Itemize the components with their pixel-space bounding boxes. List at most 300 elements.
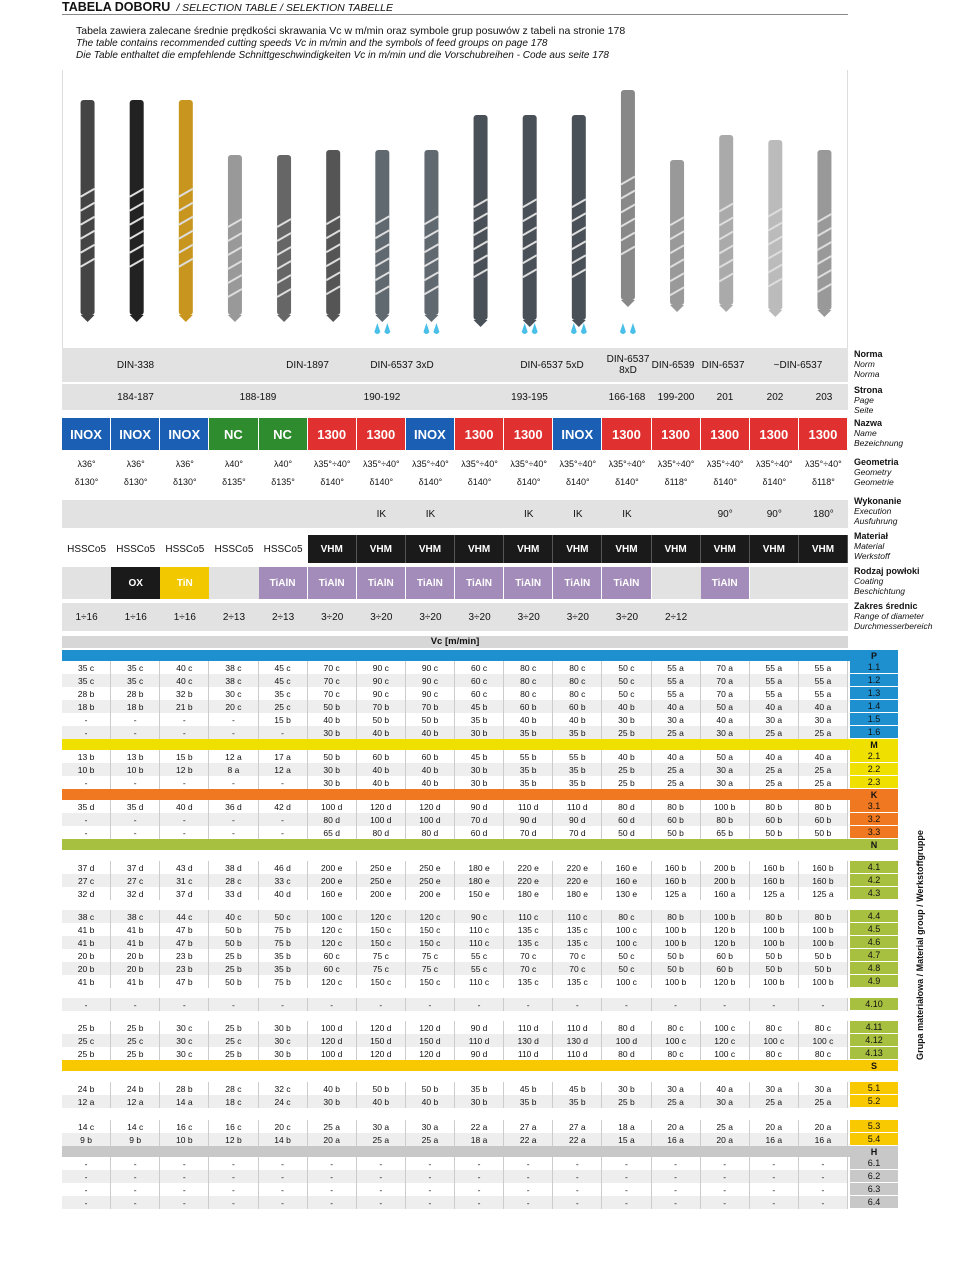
speed-cell: 100 b (799, 936, 848, 949)
page-subtitle: / SELECTION TABLE / SELEKTION TABELLE (176, 2, 394, 14)
glam-cell: λ35°÷40° (412, 459, 449, 469)
gdel-cell: δ130° (173, 477, 197, 487)
geometry-lambda-row (62, 456, 848, 472)
legend-geometria-pl: Geometria (854, 457, 899, 467)
speed-cell: 20 c (209, 700, 258, 713)
page-ref: 193-195 (511, 391, 548, 403)
speed-cell: 24 b (111, 1082, 160, 1095)
legend-norma (850, 349, 960, 379)
speed-cell: 160 e (602, 874, 651, 887)
drill-tip (719, 305, 733, 312)
speed-cell: 35 b (553, 763, 602, 776)
diam-cell (701, 603, 750, 631)
speed-cell: 180 e (553, 887, 602, 900)
speed-cell: 35 b (455, 1082, 504, 1095)
speed-cell: 100 c (602, 936, 651, 949)
speed-cell: 160 e (308, 887, 357, 900)
diam-cell: 3÷20 (419, 611, 442, 623)
group-id: 4.6 (850, 936, 898, 949)
table-row (62, 936, 848, 949)
speed-cell: 100 c (750, 1034, 799, 1047)
table-row (62, 887, 848, 900)
norm-din6539: DIN-6539 (651, 359, 695, 371)
speed-cell: 30 c (160, 1021, 209, 1034)
speed-cell: 33 d (209, 887, 258, 900)
table-row (62, 661, 848, 674)
exec-cell: 90° (717, 508, 733, 520)
exec-cell: IK (573, 508, 583, 520)
exec-cell (455, 500, 504, 528)
speed-cell: - (701, 1157, 750, 1170)
speed-cell: - (259, 1196, 308, 1209)
speed-cell: 90 c (455, 910, 504, 923)
speed-cell: - (652, 1170, 701, 1183)
speed-cell: 100 b (701, 910, 750, 923)
speed-cell: 150 c (406, 936, 455, 949)
speed-cell: 70 d (553, 826, 602, 839)
speed-cell: - (406, 1196, 455, 1209)
speed-cell: 50 b (652, 949, 701, 962)
speed-cell: 22 a (504, 1133, 553, 1146)
group-id: 1.2 (850, 674, 898, 687)
coolant-drop-icon (571, 323, 577, 334)
speed-cell: 27 a (553, 1120, 602, 1133)
speed-cell: 18 a (455, 1133, 504, 1146)
speed-cell: 44 c (160, 910, 209, 923)
speed-cell: 200 e (308, 861, 357, 874)
speed-cell: 55 a (652, 687, 701, 700)
legend-wykonanie-en: Execution (854, 506, 892, 516)
speed-cell: - (259, 826, 308, 839)
exec-cell (160, 500, 209, 528)
coolant-drop-icon (522, 323, 528, 334)
speed-cell: 120 b (701, 975, 750, 988)
legend-material-en: Material (854, 541, 885, 551)
speed-cell: - (357, 1170, 406, 1183)
speed-cell: - (701, 1183, 750, 1196)
speed-cell: 80 c (750, 1047, 799, 1060)
speed-cell: 200 e (308, 874, 357, 887)
mat-cell: VHM (701, 535, 750, 563)
diam-cell: 2÷13 (271, 611, 295, 623)
speed-cell: 35 d (111, 800, 160, 813)
speed-cell: 100 c (799, 1034, 848, 1047)
speed-cell: - (62, 1183, 111, 1196)
gdel-cell: δ140° (320, 477, 344, 487)
speed-cell: 38 c (209, 661, 258, 674)
speed-cell: 18 b (62, 700, 111, 713)
speed-cell: 90 d (455, 1021, 504, 1034)
table-row (62, 1170, 848, 1183)
exec-cell (652, 500, 701, 528)
vc-header: Vc [m/min] (62, 636, 848, 648)
speed-cell: 35 b (259, 949, 308, 962)
speed-cell: 120 c (308, 923, 357, 936)
table-row (62, 687, 848, 700)
coating-row (62, 567, 848, 599)
speed-cell: 160 a (701, 887, 750, 900)
table-row (62, 1133, 848, 1146)
diam-cell: 3÷20 (370, 611, 393, 623)
speed-cell: 80 c (504, 687, 553, 700)
name-band (62, 418, 848, 450)
speed-cell: 30 a (799, 1082, 848, 1095)
speed-cell: 80 d (602, 800, 651, 813)
exec-cell (209, 500, 258, 528)
speed-cell: 40 a (652, 750, 701, 763)
names-cell: 1300 (504, 418, 553, 450)
speed-cell: 14 c (111, 1120, 160, 1133)
speed-cell: 38 c (209, 674, 258, 687)
speed-cell: 35 b (553, 726, 602, 739)
group-id: 4.4 (850, 910, 898, 923)
speed-cell: 24 b (62, 1082, 111, 1095)
speed-cell: 120 b (701, 936, 750, 949)
coat-cell: TiAlN (357, 567, 406, 599)
diam-cell: 1÷16 (75, 611, 98, 623)
coolant-drop-icon (384, 323, 390, 334)
geometry-delta-row (62, 474, 848, 490)
speed-cell: - (259, 726, 308, 739)
group-id: 2.3 (850, 776, 898, 789)
speed-cell: 10 b (111, 763, 160, 776)
speed-cell: - (652, 1196, 701, 1209)
speed-cell: 70 c (308, 661, 357, 674)
norm-din6537-c: ~DIN-6537 (773, 359, 823, 371)
speed-cell: 41 b (62, 975, 111, 988)
speed-cell: - (62, 776, 111, 789)
speed-cell: 160 b (799, 874, 848, 887)
speed-cell: 38 c (111, 910, 160, 923)
speed-cell: - (209, 713, 258, 726)
page-ref: 199-200 (657, 391, 695, 403)
speed-cell: 65 b (701, 826, 750, 839)
speed-cell: 50 b (750, 949, 799, 962)
speed-cell: - (652, 1183, 701, 1196)
speed-cell: 60 b (701, 962, 750, 975)
speed-cell: 100 c (701, 1047, 750, 1060)
speed-cell: 30 a (406, 1120, 455, 1133)
table-row (62, 949, 848, 962)
speed-cell: 35 c (62, 661, 111, 674)
speed-cell: - (799, 1183, 848, 1196)
speed-cell: - (259, 1170, 308, 1183)
speed-cell: 65 d (308, 826, 357, 839)
speed-cell: 40 b (406, 726, 455, 739)
speed-cell: 55 a (799, 687, 848, 700)
speed-cell: 100 c (652, 1034, 701, 1047)
diam-cell: 3÷20 (321, 611, 344, 623)
gdel-cell: δ140° (566, 477, 590, 487)
names-cell: 1300 (308, 418, 357, 450)
speed-cell: 30 a (652, 1082, 701, 1095)
speed-cell: 25 a (750, 763, 799, 776)
coolant-drop-icon (630, 323, 636, 334)
glam-cell: λ35°÷40° (706, 459, 744, 469)
speed-cell: 90 c (406, 674, 455, 687)
intro-pl: Tabela zawiera zalecane średnie prędkości skrawania Vc w m/min oraz symbole grup posuwów z tabeli na stronie 178 (76, 25, 626, 37)
speed-cell: 80 d (602, 1021, 651, 1034)
speed-cell: 80 b (799, 800, 848, 813)
mat-cell: VHM (455, 535, 504, 563)
speed-cell: 70 c (308, 674, 357, 687)
legend-strona-en: Page (854, 395, 874, 405)
diam-cell: 2÷13 (222, 611, 246, 623)
group-header-M (62, 739, 898, 750)
drill-photo-strip (62, 70, 848, 348)
speed-cell: 35 b (504, 776, 553, 789)
speed-cell: 160 e (602, 861, 651, 874)
speed-cell: 100 d (357, 813, 406, 826)
speed-cell: 80 b (750, 800, 799, 813)
speed-cell: 50 b (209, 975, 258, 988)
speed-cell: - (308, 1183, 357, 1196)
speed-cell: - (357, 1196, 406, 1209)
speed-cell: 47 b (160, 923, 209, 936)
speed-cell: 90 d (504, 813, 553, 826)
speed-cell: 150 e (455, 887, 504, 900)
speed-cell: 60 d (602, 813, 651, 826)
speed-cell: 110 d (553, 800, 602, 813)
speed-cell: 60 b (750, 813, 799, 826)
speed-cell: 100 c (602, 975, 651, 988)
speed-cell: 25 b (209, 1021, 258, 1034)
speed-cell: - (209, 776, 258, 789)
speed-cell: 200 b (701, 861, 750, 874)
speed-cell: 35 b (259, 962, 308, 975)
legend-powloka-de: Beschichtung (854, 586, 906, 596)
names-cell: INOX (553, 418, 602, 450)
table-row (62, 1021, 848, 1034)
speed-cell: 60 b (701, 949, 750, 962)
speed-cell: 50 b (357, 713, 406, 726)
speed-cell: 60 b (799, 813, 848, 826)
group-id: 2.2 (850, 763, 898, 776)
group-header-K (62, 789, 898, 800)
table-row (62, 713, 848, 726)
speed-cell: 30 a (701, 1095, 750, 1108)
speed-cell: 35 c (111, 674, 160, 687)
speed-cell: 40 b (357, 1095, 406, 1108)
speed-cell: 50 b (308, 750, 357, 763)
speed-cell: 100 b (799, 923, 848, 936)
speed-cell: 120 c (701, 1034, 750, 1047)
speed-cell: 25 b (62, 1021, 111, 1034)
glam-cell: λ36° (126, 459, 145, 469)
speed-cell: 25 a (701, 1120, 750, 1133)
speed-cell: - (504, 1170, 553, 1183)
speed-cell: 50 b (799, 962, 848, 975)
group-id: 3.2 (850, 813, 898, 826)
table-row (62, 874, 848, 887)
group-id: 5.1 (850, 1082, 898, 1095)
glam-cell: λ35°÷40° (559, 459, 597, 469)
speed-cell: 30 c (160, 1034, 209, 1047)
speed-cell: 45 b (504, 1082, 553, 1095)
group-header-S (62, 1060, 898, 1071)
speed-cell: 16 a (652, 1133, 701, 1146)
speed-cell: 120 c (308, 975, 357, 988)
speed-cell: 30 b (308, 1095, 357, 1108)
speed-cell: 25 a (652, 776, 701, 789)
speed-cell: - (750, 1170, 799, 1183)
speed-cell: - (406, 1157, 455, 1170)
speed-cell: 100 b (750, 923, 799, 936)
speed-cell: - (62, 998, 111, 1011)
speed-cell: 25 a (750, 1095, 799, 1108)
table-row (62, 813, 848, 826)
group-id: 6.4 (850, 1196, 898, 1209)
speed-cell: 110 c (455, 923, 504, 936)
speed-cell: 110 c (504, 910, 553, 923)
diam-cell: 3÷20 (615, 611, 639, 623)
speed-cell: 40 b (357, 726, 406, 739)
speed-cell: 10 b (160, 1133, 209, 1146)
speed-cell: - (160, 776, 209, 789)
coolant-drop-icon (532, 323, 538, 334)
speed-cell: 9 b (62, 1133, 111, 1146)
glam-cell: λ40° (224, 459, 243, 469)
speed-cell: 80 d (406, 826, 455, 839)
speed-cell: 35 b (504, 1095, 553, 1108)
speed-cell: 120 d (406, 800, 455, 813)
speed-cell: 12 b (160, 763, 209, 776)
speed-cell: 25 a (799, 763, 848, 776)
speed-cell: 135 c (553, 923, 602, 936)
speed-cell: 35 c (259, 687, 308, 700)
speed-cell: - (357, 998, 406, 1011)
speed-cell: 22 a (553, 1133, 602, 1146)
speed-cell: 37 d (160, 887, 209, 900)
coat-cell: OX (111, 567, 160, 599)
speed-cell: 100 d (308, 1021, 357, 1034)
speed-cell: 30 b (602, 713, 651, 726)
title-bar (62, 0, 848, 15)
speed-cell: 40 b (406, 776, 455, 789)
speed-cell: 31 c (160, 874, 209, 887)
speed-cell: - (62, 826, 111, 839)
group-id: 4.10 (850, 998, 898, 1011)
group-id: 6.3 (850, 1183, 898, 1196)
speed-cell: 50 b (308, 700, 357, 713)
drill-tip (130, 315, 144, 322)
group-id: 4.8 (850, 962, 898, 975)
speed-cell: 37 d (62, 861, 111, 874)
speed-cell: 40 b (308, 1082, 357, 1095)
speed-cell: 135 c (553, 936, 602, 949)
glam-cell: λ35°÷40° (755, 459, 793, 469)
legend-nazwa (850, 418, 960, 448)
speed-cell: 35 b (504, 763, 553, 776)
gdel-cell: δ118° (811, 477, 835, 487)
mat-cell: VHM (799, 535, 848, 563)
speed-cell: - (160, 998, 209, 1011)
speed-cell: 38 d (209, 861, 258, 874)
mat-cell: VHM (406, 535, 455, 563)
table-row (62, 1196, 848, 1209)
speed-cell: 160 b (652, 874, 701, 887)
speed-cell: 70 c (504, 949, 553, 962)
speed-cell: 70 c (504, 962, 553, 975)
intro-text (76, 25, 816, 63)
speed-cell: 220 e (504, 874, 553, 887)
coat-cell: TiAlN (701, 567, 750, 599)
speed-cell: 135 c (504, 936, 553, 949)
group-id: 1.6 (850, 726, 898, 739)
speed-cell: 50 c (602, 949, 651, 962)
speed-cell: 50 b (406, 713, 455, 726)
speed-cell: 30 b (259, 1021, 308, 1034)
speed-cell: 80 c (553, 687, 602, 700)
speed-cell: 43 d (160, 861, 209, 874)
drill-tip (424, 315, 438, 322)
speed-cell: 55 a (652, 661, 701, 674)
table-row (62, 1120, 848, 1133)
drill-tip (375, 315, 389, 322)
speed-cell: 75 c (357, 949, 406, 962)
coat-cell (799, 567, 848, 599)
speed-cell: 160 b (750, 861, 799, 874)
table-row (62, 1183, 848, 1196)
speed-cell: 18 b (111, 700, 160, 713)
speed-cell: 160 b (652, 861, 701, 874)
table-row (62, 998, 848, 1011)
speed-cell: 220 e (553, 874, 602, 887)
speed-cell: 40 b (602, 750, 651, 763)
speed-cell: 40 b (357, 776, 406, 789)
speed-cell: 55 a (750, 661, 799, 674)
gdel-cell: δ130° (123, 477, 148, 487)
page-ref: 201 (716, 391, 734, 403)
speed-cell: - (799, 998, 848, 1011)
speed-cell: - (160, 826, 209, 839)
speed-cell: 40 b (406, 1095, 455, 1108)
legend-powloka-en: Coating (854, 576, 884, 586)
speed-cell: 80 b (652, 910, 701, 923)
speed-cell: - (701, 1196, 750, 1209)
glam-cell: λ36° (77, 459, 96, 469)
speed-cell: 40 b (357, 763, 406, 776)
gdel-cell: δ135° (222, 477, 246, 487)
speed-cell: - (308, 1170, 357, 1183)
speed-cell: 16 a (799, 1133, 848, 1146)
speed-cell: 25 a (357, 1133, 406, 1146)
exec-cell (308, 500, 357, 528)
speed-cell: 27 c (62, 874, 111, 887)
legend-wykonanie-pl: Wykonanie (854, 496, 902, 506)
speed-cell: 25 c (62, 1034, 111, 1047)
speed-cell: - (701, 1170, 750, 1183)
speed-cell: - (357, 1183, 406, 1196)
speed-cell: 60 c (455, 674, 504, 687)
speed-cell: - (602, 998, 651, 1011)
speed-cell: 32 d (62, 887, 111, 900)
speed-cell: - (209, 998, 258, 1011)
speed-cell: 250 e (357, 874, 406, 887)
speed-cell: 80 c (504, 674, 553, 687)
speed-cell: 25 b (602, 776, 651, 789)
speed-cell: 120 d (308, 1034, 357, 1047)
mat-cell: HSSCo5 (214, 543, 254, 555)
legend-geometria-de: Geometrie (854, 477, 894, 487)
speed-cell: 50 a (701, 700, 750, 713)
exec-cell: 180° (813, 508, 834, 520)
speed-cell: 20 a (799, 1120, 848, 1133)
speed-cell: 30 b (259, 1047, 308, 1060)
group-id: 4.13 (850, 1047, 898, 1060)
speed-cell: - (308, 1157, 357, 1170)
group-letter: H (870, 1146, 878, 1157)
